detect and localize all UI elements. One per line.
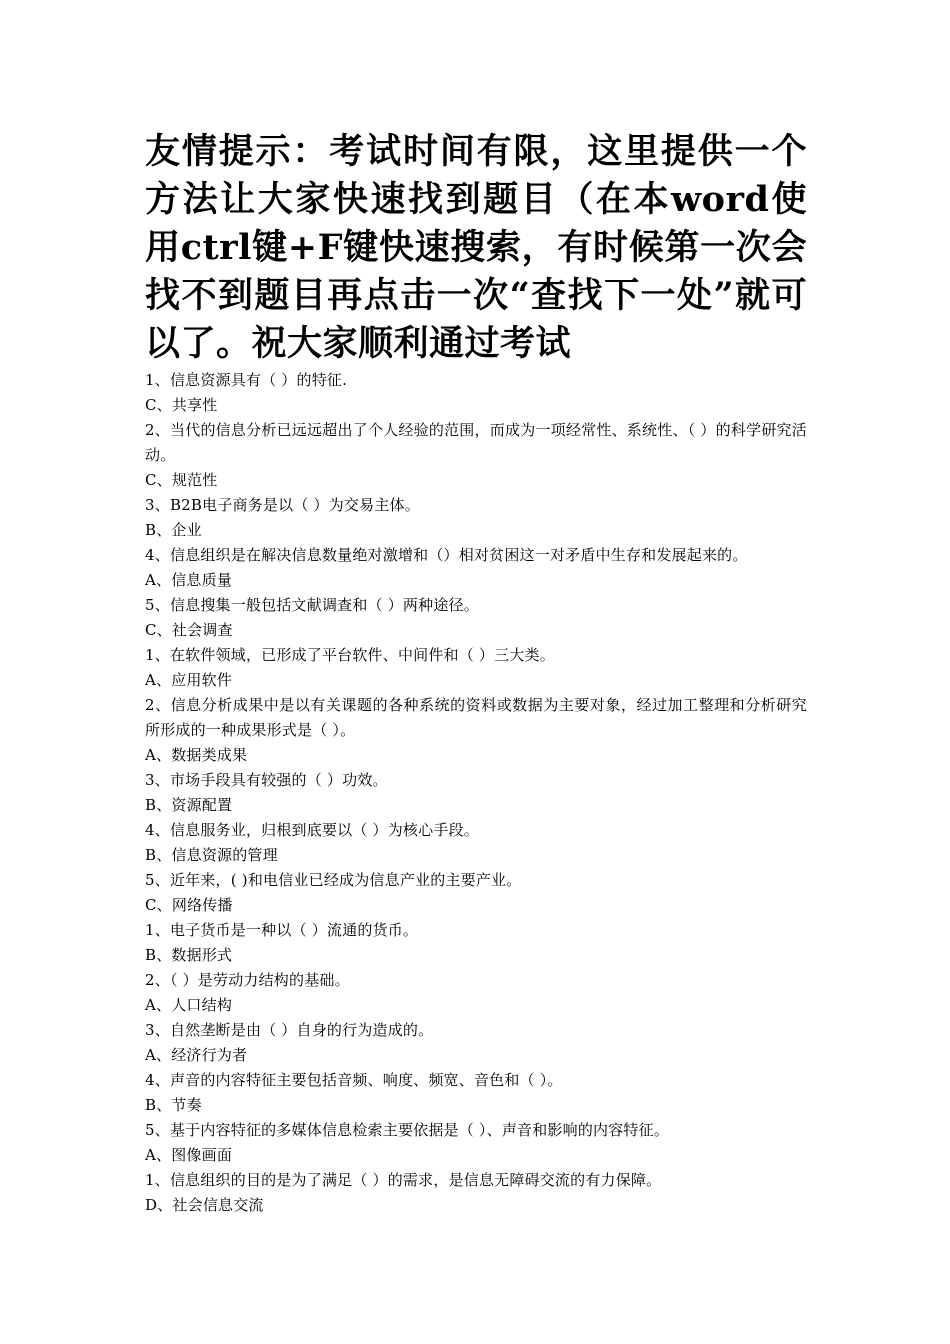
question-line: 5、基于内容特征的多媒体信息检索主要依据是（ ）、声音和影响的内容特征。 xyxy=(145,1121,670,1139)
question-line: 3、市场手段具有较强的（ ）功效。 xyxy=(145,771,388,789)
question-line: 2、（ ）是劳动力结构的基础。 xyxy=(145,971,350,989)
answer-line: A、应用软件 xyxy=(145,671,233,689)
answer-line: A、信息质量 xyxy=(145,571,233,589)
answer-line: B、企业 xyxy=(145,521,202,539)
answer-line: B、数据形式 xyxy=(145,946,233,964)
document-page xyxy=(145,128,807,1218)
question-list xyxy=(145,368,807,1218)
answer-line: A、数据类成果 xyxy=(145,746,248,764)
question-line: 4、信息组织是在解决信息数量绝对激增和（）相对贫困这一对矛盾中生存和发展起来的。 xyxy=(145,546,748,564)
answer-line: C、共享性 xyxy=(145,396,218,414)
answer-line: B、节奏 xyxy=(145,1096,202,1114)
question-line: 1、信息组织的目的是为了满足（ ）的需求，是信息无障碍交流的有力保障。 xyxy=(145,1171,662,1189)
question-line: 2、信息分析成果中是以有关课题的各种系统的资料或数据为主要对象，经过加工整理和分析研究所形成的一种成果形式是（ ）。 xyxy=(145,696,807,739)
answer-line: B、资源配置 xyxy=(145,796,233,814)
answer-line: C、社会调查 xyxy=(145,621,233,639)
answer-line: A、人口结构 xyxy=(145,996,233,1014)
question-line: 2、当代的信息分析已远远超出了个人经验的范围，而成为一项经常性、系统性、（ ）的科学研究活动。 xyxy=(145,421,807,464)
answer-line: B、信息资源的管理 xyxy=(145,846,278,864)
question-line: 1、电子货币是一种以（ ）流通的货币。 xyxy=(145,921,419,939)
question-line: 1、在软件领域，已形成了平台软件、中间件和（ ）三大类。 xyxy=(145,646,555,664)
question-line: 3、B2B电子商务是以（ ）为交易主体。 xyxy=(145,496,420,514)
answer-line: D、社会信息交流 xyxy=(145,1196,264,1214)
answer-line: C、规范性 xyxy=(145,471,218,489)
answer-line: A、经济行为者 xyxy=(145,1046,248,1064)
question-line: 5、信息搜集一般包括文献调查和（ ）两种途径。 xyxy=(145,596,479,614)
answer-line: C、网络传播 xyxy=(145,896,233,914)
notice-heading: 友情提示：考试时间有限，这里提供一个方法让大家快速找到题目（在本word使用ctrl键+F键快速搜索，有时候第一次会找不到题目再点击一次“查找下一处”就可以了。祝大家顺利通过考试 xyxy=(145,131,807,364)
question-line: 3、自然垄断是由（ ）自身的行为造成的。 xyxy=(145,1021,434,1039)
question-line: 4、信息服务业，归根到底要以（ ）为核心手段。 xyxy=(145,821,479,839)
question-line: 4、声音的内容特征主要包括音频、响度、频宽、音色和（ ）。 xyxy=(145,1071,563,1089)
question-line: 1、信息资源具有（ ）的特征. xyxy=(145,371,348,389)
question-line: 5、近年来，( )和电信业已经成为信息产业的主要产业。 xyxy=(145,871,522,889)
answer-line: A、图像画面 xyxy=(145,1146,233,1164)
